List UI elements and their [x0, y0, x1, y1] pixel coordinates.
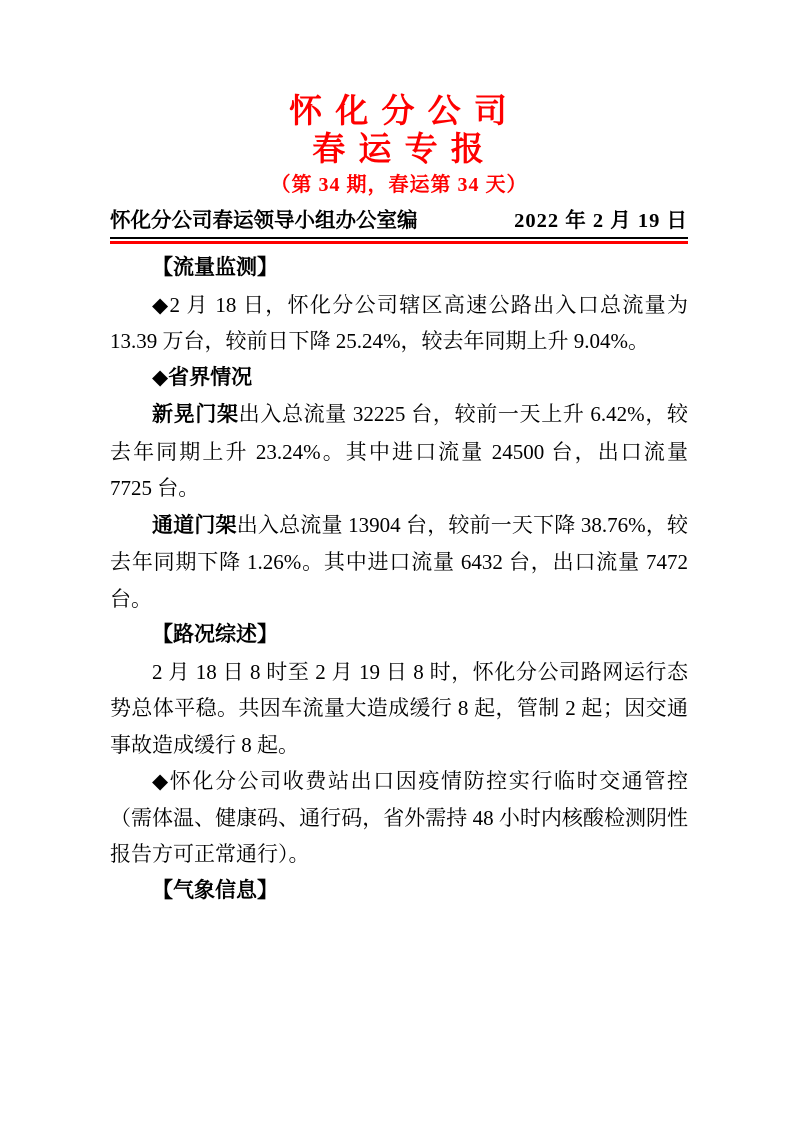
paragraph-epidemic-control: ◆怀化分公司收费站出口因疫情防控实行临时交通管控（需体温、健康码、通行码，省外需持 48 小时内核酸检测阴性报告方可正常通行）。	[110, 769, 688, 866]
tongdao-gantry-label: 通道门架	[152, 513, 237, 537]
doc-title-line-2: 春 运 专 报	[312, 130, 486, 167]
paragraph-xinhuang-gantry	[110, 396, 688, 507]
doc-body	[110, 250, 688, 909]
doc-issue-info: （第 34 期，春运第 34 天）	[270, 174, 528, 196]
xinhuang-gantry-label: 新晃门架	[152, 403, 239, 426]
doc-byline	[110, 209, 688, 233]
divider-red-rule	[110, 241, 688, 245]
subheading-province-border: ◆省界情况	[152, 365, 253, 389]
byline-date: 2022 年 2 月 19 日	[514, 210, 688, 232]
doc-title-line-1: 怀 化 分 公 司	[289, 92, 509, 129]
tongdao-gantry-text: 出入总流量 13904 台，较前一天下降 38.76%，较去年同期下降 1.26%。其中进口流量 6432 台，出口流量 7472 台。	[110, 512, 688, 611]
paragraph-tongdao-gantry	[110, 507, 688, 618]
doc-header	[110, 92, 688, 244]
paragraph-total-flow: ◆2 月 18 日，怀化分公司辖区高速公路出入口总流量为 13.39 万台，较前日下降 25.24%，较去年同期上升 9.04%。	[110, 292, 688, 353]
paragraph-network-status: 2 月 18 日 8 时至 2 月 19 日 8 时，怀化分公司路网运行态势总体平稳。共因车流量大造成缓行 8 起，管制 2 起；因交通事故造成缓行 8 起。	[110, 659, 688, 757]
section-heading-weather-info: 【气象信息】	[152, 878, 278, 902]
section-heading-road-conditions: 【路况综述】	[152, 623, 278, 646]
xinhuang-gantry-text: 出入总流量 32225 台，较前一天上升 6.42%，较去年同期上升 23.24%。其中进口流量 24500 台，出口流量 7725 台。	[110, 402, 688, 500]
section-heading-traffic-monitoring: 【流量监测】	[152, 256, 278, 279]
byline-editor: 怀化分公司春运领导小组办公室编	[110, 210, 418, 232]
divider-black-rule	[110, 237, 688, 239]
